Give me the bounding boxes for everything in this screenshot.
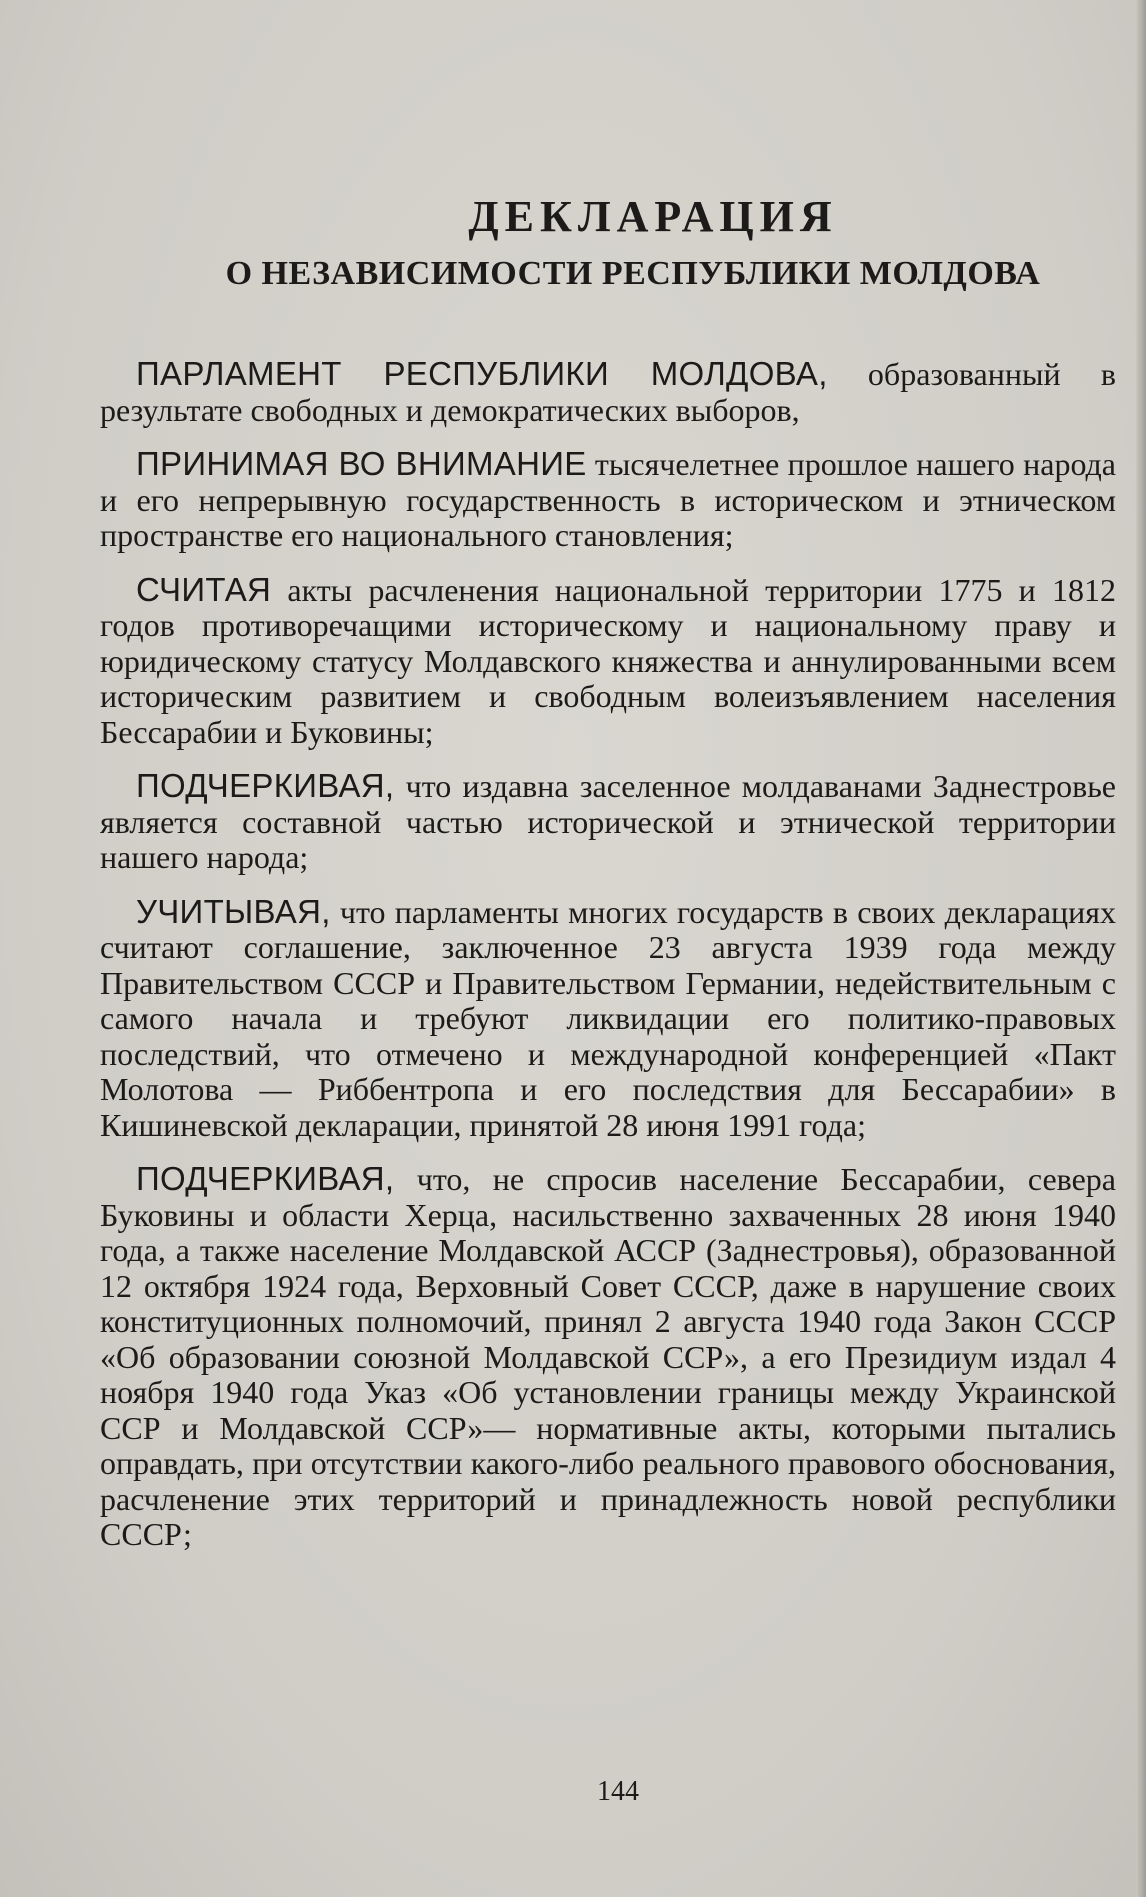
paragraph-emphasizing-annexation — [100, 1161, 1116, 1553]
paragraph-lead: УЧИТЫВАЯ, — [136, 892, 331, 930]
paragraph-lead: ПАРЛАМЕНТ РЕСПУБЛИКИ МОЛДОВА, — [136, 355, 828, 392]
paragraph-text: что издавна заселенное молдаванами Заднестровье является составной частью исторической и этнической территории нашего народа; — [100, 768, 1116, 875]
paragraph-text: образованный в результате свободных и демократических выборов, — [100, 356, 1116, 428]
document-subtitle: О НЕЗАВИСИМОСТИ РЕСПУБЛИКИ МОЛДОВА — [225, 255, 1041, 292]
paragraph-text: что, не спросив население Бессарабии, севера Буковины и области Херца, насильственно захваченных 28 июня 1940 года, а также население Молдавской АССР (Заднестровья), образованной 12 октября 1924 года, Верховный Совет СССР, даже в нарушение своих конституционных полномочий, принял 2 августа 1940 года Закон СССР «Об образовании союзной Молдавской ССР», а его Президиум издал 4 ноября 1940 года Указ «Об установлении границы между Украинской ССР и Молдавской ССР»— нормативные акты, которыми пытались оправдать, при отсутствии какого-либо реального правового обоснования, расчленение этих территорий и принадлежность новой республики СССР; — [100, 1161, 1116, 1552]
paragraph-taking-into-account — [100, 446, 1116, 554]
paragraph-emphasizing-transnistria — [100, 768, 1116, 876]
page-edge-shadow — [1136, 0, 1146, 1897]
paragraph-lead: ПОДЧЕРКИВАЯ, — [136, 767, 395, 804]
paragraph-lead: ПРИНИМАЯ ВО ВНИМАНИЕ — [136, 445, 587, 482]
paragraph-text: акты расчленения национальной территории 1775 и 1812 годов противоречащими историческому и национальному праву и юридическому статусу Молдавского княжества и аннулированными всем историческим развитием и свободным волеизъявлением населения Бессарабии и Буковины; — [100, 571, 1116, 750]
page-number: 144 — [597, 1776, 639, 1807]
paragraph-text: что парламенты многих государств в своих декларациях считают соглашение, заключенное 23 августа 1939 года между Правительством СССР и Правительством Германии, недействительным с самого начала и требуют ликвидации его политико-правовых последствий, что отмечено и международной конференцией «Пакт Молотова — Риббентропа и его последствия для Бессарабии» в Кишиневской декларации, принятой 28 июня 1991 года; — [100, 893, 1116, 1143]
document-title: ДЕКЛАРАЦИЯ — [468, 192, 838, 241]
paragraph-lead: СЧИТАЯ — [136, 570, 272, 608]
paragraph-lead: ПОДЧЕРКИВАЯ, — [136, 1160, 395, 1197]
declaration-body — [100, 356, 1116, 1553]
paragraph-noting-pact — [100, 894, 1116, 1144]
page-content — [100, 190, 1116, 1571]
paragraph-considering — [100, 572, 1116, 751]
paragraph-text: тысячелетнее прошлое нашего народа и его непрерывную государственность в историческом и этническом пространстве его национального становления; — [100, 446, 1116, 553]
paragraph-parliament — [100, 356, 1116, 428]
